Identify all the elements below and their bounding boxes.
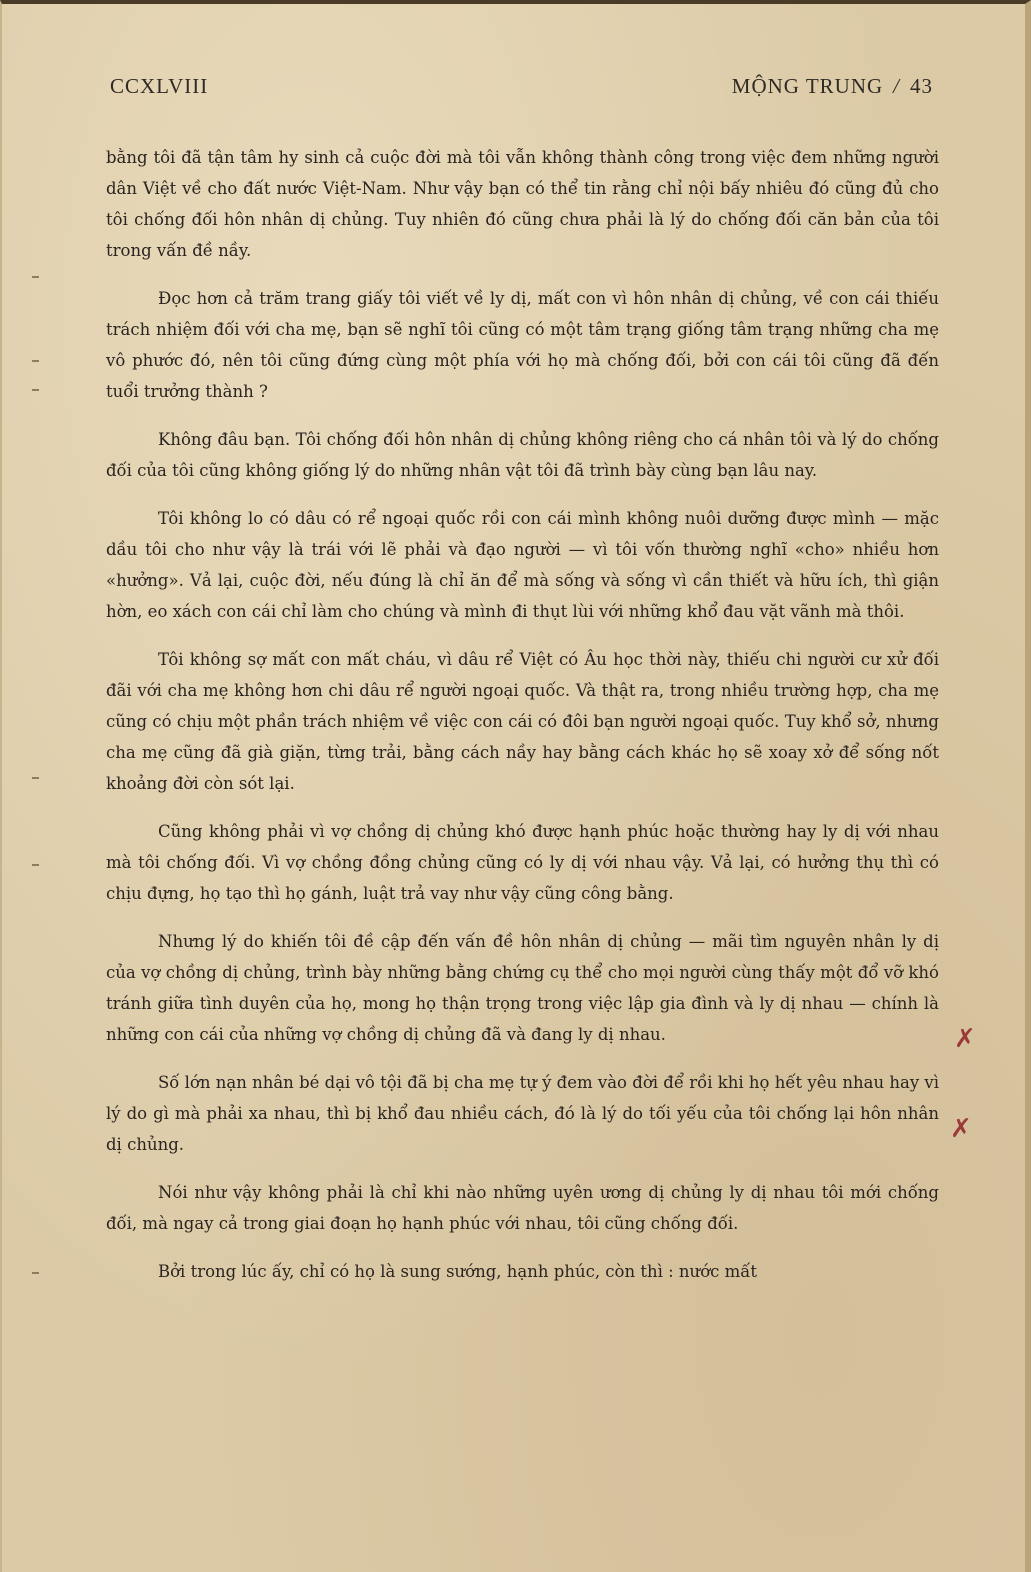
paragraph: Tôi không sợ mất con mất cháu, vì dâu rể Việt có Âu học thời này, thiếu chi người cư xử đối đãi với cha mẹ không hơn chi dâu rể người ngoại quốc. Và thật ra, trong nhiều trường hợp, cha mẹ cũng có chịu một phần trách nhiệm về việc con cái có đôi bạn người ngoại quốc. Tuy khổ sở, nhưng cha mẹ cũng đã già giặn, từng trải, bằng cách nầy hay bằng cách khác họ sẽ xoay xở để sống nốt khoảng đời còn sót lại. <box>106 650 939 793</box>
paragraph: Tôi không lo có dâu có rể ngoại quốc rồi con cái mình không nuôi dưỡng được mình — mặc dầu tôi cho như vậy là trái với lẽ phải và đạo người — vì tôi vốn thường nghĩ «cho» nhiều hơn «hưởng». Vả lại, cuộc đời, nếu đúng là chỉ ăn để mà sống và sống vì cần thiết và hữu ích, thì giận hờn, eo xách con cái chỉ làm cho chúng và mình đi thụt lùi với những khổ đau vặt vãnh mà thôi. <box>106 509 939 621</box>
book-title: MỘNG TRUNG <box>731 74 884 98</box>
binding-hole-mark <box>32 360 39 362</box>
paragraph: Số lớn nạn nhân bé dại vô tội đã bị cha mẹ tự ý đem vào đời để rồi khi họ hết yêu nhau hay vì lý do gì mà phải xa nhau, thì bị khổ đau nhiều cách, đó là lý do tối yếu của tôi chống lại hôn nhân dị chủng. <box>106 1073 939 1154</box>
binding-hole-mark <box>32 864 39 866</box>
binding-hole-mark <box>32 276 39 278</box>
header-separator: / <box>893 74 900 98</box>
paragraph: Đọc hơn cả trăm trang giấy tôi viết về ly dị, mất con vì hôn nhân dị chủng, về con cái thiếu trách nhiệm đối với cha mẹ, bạn sẽ nghĩ tôi cũng có một tâm trạng giống tâm trạng những cha mẹ vô phước đó, nên tôi cũng đứng cùng một phía với họ mà chống đối, bởi con cái tôi cũng đã đến tuổi trưởng thành ? <box>106 289 939 401</box>
binding-hole-mark <box>32 777 39 779</box>
paragraph: Không đâu bạn. Tôi chống đối hôn nhân dị chủng không riêng cho cá nhân tôi và lý do chống đối của tôi cũng không giống lý do những nhân vật tôi đã trình bày cùng bạn lâu nay. <box>106 430 939 480</box>
running-header <box>110 74 933 102</box>
margin-cross-mark: ✗ <box>954 1024 976 1054</box>
binding-hole-mark <box>32 1272 39 1274</box>
binding-hole-mark <box>32 389 39 391</box>
margin-cross-mark: ✗ <box>950 1114 972 1144</box>
paragraph: Cũng không phải vì vợ chồng dị chủng khó được hạnh phúc hoặc thường hay ly dị với nhau mà tôi chống đối. Vì vợ chồng đồng chủng cũng có ly dị với nhau vậy. Vả lại, có hưởng thụ thì có chịu đựng, họ tạo thì họ gánh, luật trả vay như vậy cũng công bằng. <box>106 822 939 903</box>
header-right <box>732 74 933 99</box>
chapter-number: CCXLVIII <box>110 74 209 98</box>
paragraph: Nói như vậy không phải là chỉ khi nào những uyên ương dị chủng ly dị nhau tôi mới chống đối, mà ngay cả trong giai đoạn họ hạnh phúc với nhau, tôi cũng chống đối. <box>106 1183 939 1233</box>
page-body <box>106 142 939 1287</box>
page-number: 43 <box>910 74 933 98</box>
paragraph: Bởi trong lúc ấy, chỉ có họ là sung sướng, hạnh phúc, còn thì : nước mất <box>158 1262 757 1281</box>
paragraph: bằng tôi đã tận tâm hy sinh cả cuộc đời mà tôi vẫn không thành công trong việc đem những người dân Việt về cho đất nước Việt-Nam. Như vậy bạn có thể tin rằng chỉ nội bấy nhiêu đó cũng đủ cho tôi chống đối hôn nhân dị chủng. Tuy nhiên đó cũng chưa phải là lý do chống đối căn bản của tôi trong vấn đề nầy. <box>106 148 939 260</box>
paragraph: Nhưng lý do khiến tôi đề cập đến vấn đề hôn nhân dị chủng — mãi tìm nguyên nhân ly dị của vợ chồng dị chủng, trình bày những bằng chứng cụ thể cho mọi người cùng thấy một đổ vỡ khó tránh giữa tình duyên của họ, mong họ thận trọng trong việc lập gia đình và ly dị nhau — chính là những con cái của những vợ chồng dị chủng đã và đang ly dị nhau. <box>106 932 939 1044</box>
